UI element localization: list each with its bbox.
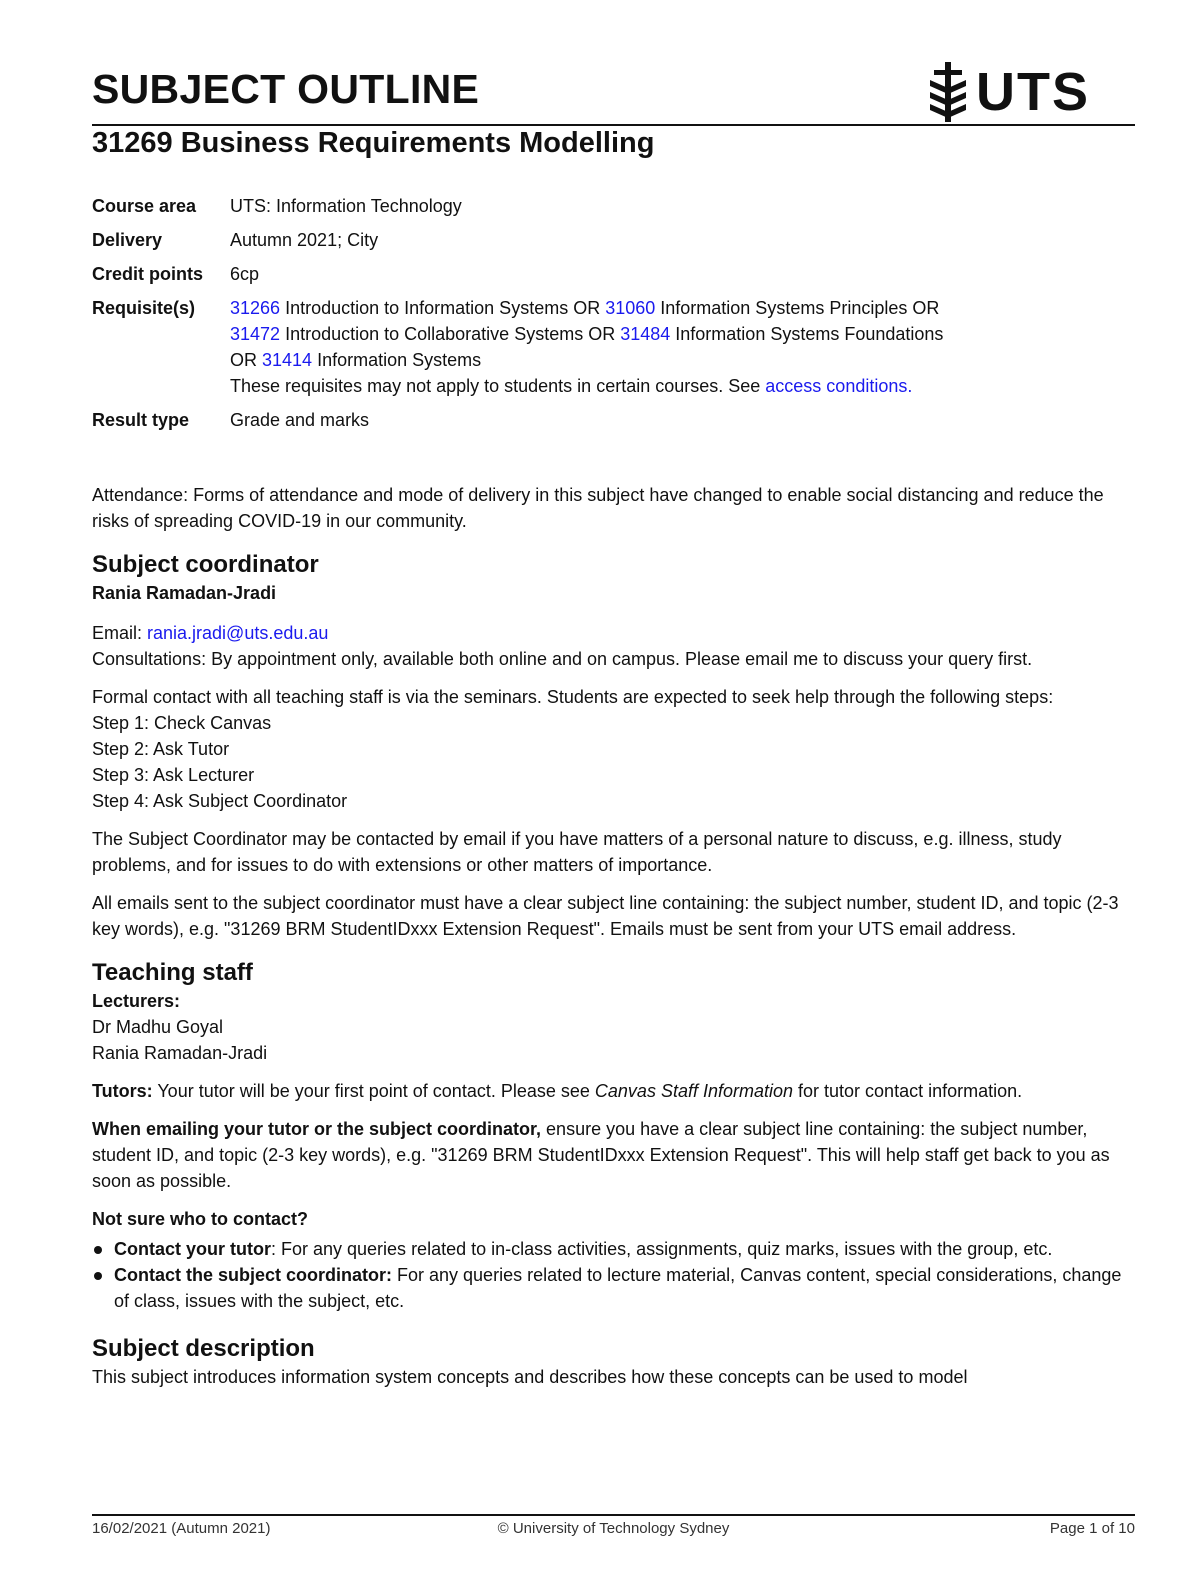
uts-logo (926, 62, 1096, 122)
lecturers-label: Lecturers: (92, 991, 181, 1011)
footer-copyright: © University of Technology Sydney (497, 1520, 730, 1537)
uts-logo-text: UTS (976, 62, 1090, 122)
consultations-text: Consultations: By appointment only, available both online and on campus. Please email me to discuss your query first. (92, 649, 1033, 669)
formal-contact-text: Formal contact with all teaching staff is via the seminars. Students are expected to seek help through the following steps: (92, 687, 1054, 707)
meta-result-type: Result type Grade and marks (92, 410, 370, 430)
requisite-link-31472[interactable]: 31472 (230, 324, 281, 344)
help-step: Step 3: Ask Lecturer (92, 765, 255, 785)
header-divider (92, 124, 1135, 126)
attendance-note: Attendance: Forms of attendance and mode of delivery in this subject have changed to enable social distancing and reduce the risks of spreading COVID-19 in our community. (92, 485, 1104, 531)
not-sure-heading: Not sure who to contact? (92, 1209, 308, 1229)
uts-crest-icon (926, 62, 970, 122)
document-title: SUBJECT OUTLINE (92, 66, 480, 112)
description-text: This subject introduces information system concepts and describes how these concepts can be used to model (92, 1367, 968, 1387)
document-body (92, 482, 1137, 1390)
requisite-link-31484[interactable]: 31484 (620, 324, 671, 344)
meta-credit-points: Credit points 6cp (92, 264, 260, 284)
personal-matters-text: The Subject Coordinator may be contacted by email if you have matters of a personal nature to discuss, e.g. illness, study problems, and for issues to do with extensions or other matters of importance. (92, 829, 1062, 875)
requisite-link-31060[interactable]: 31060 (605, 298, 656, 318)
coordinator-heading: Subject coordinator (92, 551, 319, 578)
lecturer-name: Dr Madhu Goyal (92, 1017, 224, 1037)
coordinator-email-line: Email: rania.jradi@uts.edu.au (92, 623, 329, 643)
list-item: Contact your tutor: For any queries related to in-class activities, assignments, quiz marks, issues with the group, etc. (92, 1236, 1137, 1262)
contact-list (92, 1236, 1137, 1314)
meta-course-area: Course area UTS: Information Technology (92, 196, 462, 216)
coordinator-name: Rania Ramadan-Jradi (92, 583, 277, 603)
requisite-link-31266[interactable]: 31266 (230, 298, 281, 318)
footer-divider (92, 1514, 1135, 1516)
teaching-staff-heading: Teaching staff (92, 959, 253, 986)
description-heading: Subject description (92, 1335, 315, 1362)
tutors-text: Tutors: Your tutor will be your first point of contact. Please see Canvas Staff Information for tutor contact information. (92, 1081, 1023, 1101)
coordinator-email-link[interactable]: rania.jradi@uts.edu.au (147, 623, 329, 643)
help-step: Step 2: Ask Tutor (92, 739, 230, 759)
meta-requisites: Requisite(s) 31266 Introduction to Information Systems OR 31060 Information Systems Principles OR 31472 Introduction to Collaborative Systems OR 31484 Information Systems Foundations OR 31414 Information Systems These requisites may not apply to students in certain courses. See access conditions. (92, 298, 944, 396)
access-conditions-link[interactable]: access conditions (765, 376, 908, 396)
requisite-link-31414[interactable]: 31414 (262, 350, 313, 370)
subject-metadata (92, 193, 992, 441)
help-step: Step 4: Ask Subject Coordinator (92, 791, 348, 811)
emailing-guidance: When emailing your tutor or the subject coordinator, ensure you have a clear subject line containing: the subject number, student ID, and topic (2-3 key words), e.g. "31269 BRM StudentIDxxx Extension Request". This will help staff get back to you as soon as possible. (92, 1119, 1110, 1191)
email-rules-text: All emails sent to the subject coordinator must have a clear subject line containing: the subject number, student ID, and topic (2-3 key words), e.g. "31269 BRM StudentIDxxx Extension Request". Emails must be sent from your UTS email address. (92, 893, 1119, 939)
help-step: Step 1: Check Canvas (92, 713, 272, 733)
lecturer-name: Rania Ramadan-Jradi (92, 1043, 268, 1063)
list-item: Contact the subject coordinator: For any queries related to lecture material, Canvas content, special considerations, change of class, issues with the subject, etc. (92, 1262, 1137, 1314)
meta-delivery: Delivery Autumn 2021; City (92, 230, 379, 250)
help-steps (92, 710, 1137, 814)
footer-date: 16/02/2021 (Autumn 2021) (92, 1520, 271, 1537)
footer-page-number: Page 1 of 10 (1049, 1520, 1135, 1537)
subject-title: 31269 Business Requirements Modelling (92, 127, 655, 159)
